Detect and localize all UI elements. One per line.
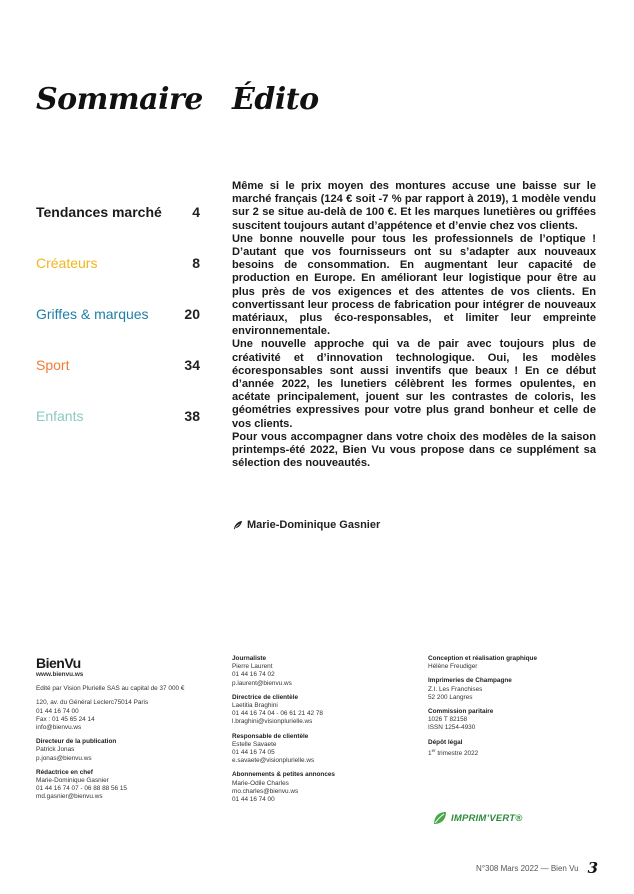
imprim-vert-text: IMPRIM’VERT® xyxy=(451,812,523,824)
toc-label: Griffes & marques xyxy=(36,306,149,322)
leaf-icon xyxy=(432,810,448,826)
credit-block xyxy=(232,694,412,727)
address: 120, av. du Général Leclerc75014 Paris xyxy=(36,699,149,707)
credit-line: Hélène Freudiger xyxy=(428,663,478,671)
quill-icon xyxy=(232,520,243,531)
table-of-contents xyxy=(36,204,200,459)
credit-title: Abonnements & petites annonces xyxy=(232,771,335,779)
credit-title: Imprimeries de Champagne xyxy=(428,677,512,685)
credit-title: Responsable de clientèle xyxy=(232,732,309,740)
credit-block xyxy=(428,677,608,702)
editorial-signature xyxy=(232,519,380,531)
credit-line: Marie-Odile Charles xyxy=(232,779,289,787)
toc-item-enfants[interactable] xyxy=(36,408,200,459)
sommaire-heading: Sommaire xyxy=(36,82,203,117)
credit-line: 01 44 16 74 00 xyxy=(232,796,275,804)
bienvu-logo: BienVu xyxy=(36,655,81,671)
toc-item-sport[interactable] xyxy=(36,357,200,408)
credit-line: 01 44 16 74 07 - 06 88 88 56 15 xyxy=(36,785,127,793)
credit-block xyxy=(428,739,608,759)
phone: 01 44 16 74 00 xyxy=(36,707,79,715)
fax: Fax : 01 45 65 24 14 xyxy=(36,715,95,723)
toc-page-number: 8 xyxy=(192,255,200,271)
credit-title: Directrice de clientèle xyxy=(232,693,299,701)
credit-line: 01 44 16 74 02 xyxy=(232,671,275,679)
contact-block xyxy=(36,699,216,732)
credit-block xyxy=(36,769,216,802)
credit-email[interactable]: mo.charles@bienvu.ws xyxy=(232,787,299,795)
credit-email[interactable]: l.braghini@visionplurielle.ws xyxy=(232,718,313,726)
credit-email[interactable]: md.gasnier@bienvu.ws xyxy=(36,793,103,801)
toc-item-griffes[interactable] xyxy=(36,306,200,357)
toc-label: Enfants xyxy=(36,408,84,424)
credit-line: Laetitia Braghini xyxy=(232,702,278,710)
credit-title: Commission paritaire xyxy=(428,708,494,716)
credit-block xyxy=(232,771,412,804)
credit-email[interactable]: p.jonas@bienvu.ws xyxy=(36,754,92,762)
credit-block xyxy=(428,708,608,733)
toc-page-number: 34 xyxy=(184,357,200,373)
credit-block xyxy=(232,733,412,766)
toc-label: Créateurs xyxy=(36,255,98,271)
email-link[interactable]: info@bienvu.ws xyxy=(36,724,82,732)
toc-label: Tendances marché xyxy=(36,204,162,220)
credits-column-1 xyxy=(36,655,216,808)
editorial-paragraph: Même si le prix moyen des montures accuse une baisse sur le marché français (124 € soit -7 % par rapport à 2019), 1 modèle vendu sur 2 se situe au-delà de 100 €. Et les marques lunetières ou griffées suscitent toujours autant d’appétence et d’envie chez vos clients. xyxy=(232,180,596,232)
credit-line: Estelle Savaete xyxy=(232,740,277,748)
credits-column-3 xyxy=(428,655,608,764)
credit-email[interactable]: p.laurent@bienvu.ws xyxy=(232,679,292,687)
credit-line: 1er trimestre 2022 xyxy=(428,747,479,757)
credit-title: Dépôt légal xyxy=(428,738,463,746)
credit-line: ISSN 1254-4930 xyxy=(428,724,476,732)
signature-name: Marie-Dominique Gasnier xyxy=(247,519,381,531)
toc-page-number: 4 xyxy=(192,204,200,220)
credit-block xyxy=(232,655,412,688)
issue-info: N°308 Mars 2022 — Bien Vu xyxy=(476,863,579,873)
credit-title: Directeur de la publication xyxy=(36,738,117,746)
credit-line: Marie-Dominique Gasnier xyxy=(36,777,109,785)
page-number: 3 xyxy=(587,859,598,877)
credit-line: 52 200 Langres xyxy=(428,693,473,701)
credit-line: Z.I. Les Franchises xyxy=(428,685,483,693)
toc-label: Sport xyxy=(36,357,70,373)
credit-block xyxy=(428,655,608,671)
credit-email[interactable]: e.savaete@visionplurielle.ws xyxy=(232,757,315,765)
credit-title: Conception et réalisation graphique xyxy=(428,655,538,662)
editorial-text xyxy=(232,180,596,470)
toc-page-number: 20 xyxy=(184,306,200,322)
credit-line: Pierre Laurent xyxy=(232,663,273,671)
credit-block xyxy=(36,738,216,763)
credit-line: 01 44 16 74 05 xyxy=(232,749,275,757)
editorial-paragraph: Pour vous accompagner dans votre choix des modèles de la saison printemps-été 2022, Bien Vu vous propose dans ce supplément sa sélection des nouveautés. xyxy=(232,430,596,470)
page-footer xyxy=(476,859,598,877)
editorial-paragraph: Une nouvelle approche qui va de pair avec toujours plus de créativité et d’innovation technologique. Oui, les modèles écoresponsables sont aussi inventifs que beaux ! En ce début d’année 2022, les lunetiers célèbrent les formes opulentes, en acétate principalement, jouent sur les contrastes de coloris, les géométries expressives pour votre plus grand bonheur et celle de vos clients. xyxy=(232,338,596,430)
edito-heading: Édito xyxy=(232,82,319,117)
imprim-vert-logo xyxy=(432,810,523,826)
toc-item-createurs[interactable] xyxy=(36,255,200,306)
credit-line: Patrick Jonas xyxy=(36,746,75,754)
publisher-info: Edité par Vision Plurielle SAS au capital de 37 000 € xyxy=(36,685,185,693)
website-link[interactable]: www.bienvu.ws xyxy=(36,671,84,678)
credit-title: Journaliste xyxy=(232,655,267,662)
credit-line: 01 44 16 74 04 - 06 61 21 42 78 xyxy=(232,710,323,718)
credits-column-2 xyxy=(232,655,412,810)
credit-line: 1026 T 82158 xyxy=(428,716,468,724)
toc-item-tendances[interactable] xyxy=(36,204,200,255)
credit-title: Rédactrice en chef xyxy=(36,768,93,776)
editorial-paragraph: Une bonne nouvelle pour tous les professionnels de l’optique ! D’autant que vos fournisseurs ont su s’adapter aux nouveaux besoins de consommation. En augmentant leur capacité de production en Europe. En améliorant leur logistique pour être au plus près de vos exigences et des attentes de vos clients. En convertissant leur process de fabrication pour intégrer de nouveaux matériaux, plus éco-responsables, et limiter leur empreinte environnementale. xyxy=(232,232,596,338)
toc-page-number: 38 xyxy=(184,408,200,424)
